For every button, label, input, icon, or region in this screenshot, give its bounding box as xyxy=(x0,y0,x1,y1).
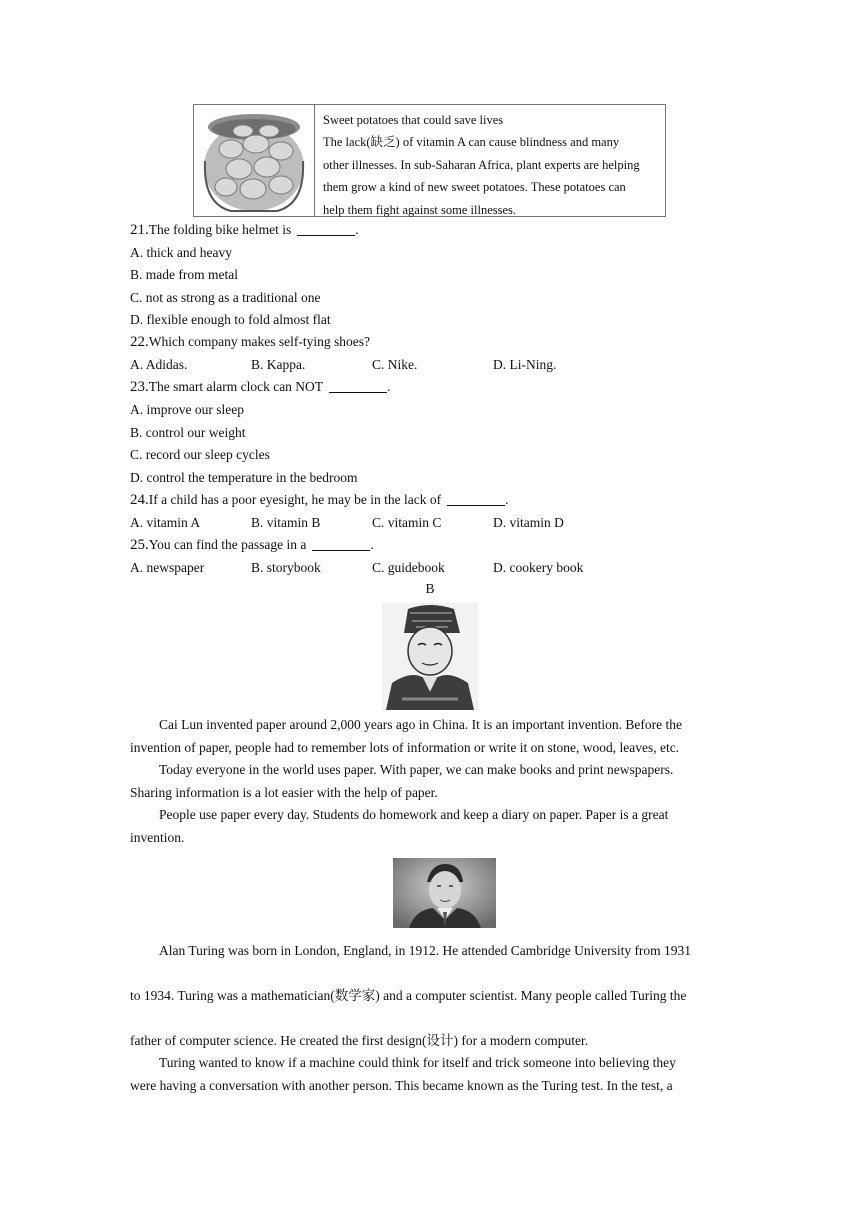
paragraph-line: People use paper every day. Students do homework and keep a diary on paper. Paper is a great xyxy=(159,807,669,822)
sweet-potato-text xyxy=(315,105,665,216)
option-a: A. improve our sleep xyxy=(130,402,244,417)
option-d: D. control the temperature in the bedroom xyxy=(130,470,358,485)
option-d: D. flexible enough to fold almost flat xyxy=(130,312,331,327)
paragraph-line: were having a conversation with another person. This became known as the Turing test. In the test, a xyxy=(130,1077,673,1093)
option-d: D. vitamin D xyxy=(493,515,564,530)
table-line: The lack(缺乏) of vitamin A can cause blindness and many xyxy=(323,135,620,150)
question-number: 22. xyxy=(130,334,149,350)
alan-turing-photo xyxy=(393,858,496,928)
question-text: The folding bike helmet is xyxy=(148,222,292,237)
question-25-options xyxy=(130,559,614,577)
paragraph-line: invention. xyxy=(130,829,185,845)
cai-lun-passage xyxy=(130,714,730,849)
option-b: B. Kappa. xyxy=(251,357,306,372)
turing-passage-2 xyxy=(130,1052,730,1097)
option-a: A. thick and heavy xyxy=(130,245,232,260)
cai-lun-portrait xyxy=(382,603,478,710)
question-22-options xyxy=(130,356,614,374)
question-text: The smart alarm clock can NOT xyxy=(148,379,324,394)
question-21: 21.The folding bike helmet is . xyxy=(130,222,359,238)
question-number: 24. xyxy=(130,492,149,508)
option-b: B. storybook xyxy=(251,560,321,575)
question-text: Which company makes self-tying shoes? xyxy=(148,334,370,349)
question-text: If a child has a poor eyesight, he may be in the lack of xyxy=(148,492,442,507)
option-d: D. Li-Ning. xyxy=(493,357,557,372)
question-number: 25. xyxy=(130,537,149,553)
paragraph-line: Alan Turing was born in London, England, in 1912. He attended Cambridge University from 1931 xyxy=(159,943,692,958)
option-c: C. vitamin C xyxy=(372,515,442,530)
option-c: C. record our sleep cycles xyxy=(130,447,270,462)
table-line: other illnesses. In sub-Saharan Africa, plant experts are helping xyxy=(323,157,640,172)
option-c: C. not as strong as a traditional one xyxy=(130,290,321,305)
sweet-potato-table xyxy=(193,104,666,217)
table-line: help them fight against some illnesses. xyxy=(323,202,517,217)
question-text: You can find the passage in a xyxy=(148,537,307,552)
table-title: Sweet potatoes that could save lives xyxy=(323,113,504,127)
section-label: B xyxy=(425,581,435,596)
question-25: 25.You can find the passage in a . xyxy=(130,537,374,553)
option-b: B. made from metal xyxy=(130,267,238,282)
table-line: them grow a kind of new sweet potatoes. These potatoes can xyxy=(323,180,626,195)
question-24-options xyxy=(130,514,614,532)
question-22 xyxy=(130,333,370,351)
question-23: 23.The smart alarm clock can NOT . xyxy=(130,379,391,395)
option-a: A. newspaper xyxy=(130,560,205,575)
option-b: B. vitamin B xyxy=(251,515,321,530)
paragraph-line: Sharing information is a lot easier with the help of paper. xyxy=(130,784,438,800)
paragraph-line: Turing wanted to know if a machine could think for itself and trick someone into believing they xyxy=(159,1055,676,1070)
question-number: 21. xyxy=(130,222,149,238)
paragraph-line: Cai Lun invented paper around 2,000 years ago in China. It is an important invention. Before the xyxy=(159,717,682,732)
paragraph-line: invention of paper, people had to remember lots of information or write it on stone, wood, leaves, etc. xyxy=(130,739,680,755)
potato-bucket-image xyxy=(194,105,315,216)
paragraph-line: Today everyone in the world uses paper. With paper, we can make books and print newspapers. xyxy=(159,762,674,777)
option-a: A. vitamin A xyxy=(130,515,201,530)
paragraph-line: father of computer science. He created the first design(设计) for a modern computer. xyxy=(130,1033,589,1048)
answer-blank[interactable] xyxy=(312,537,370,551)
option-b: B. control our weight xyxy=(130,425,246,440)
answer-blank[interactable] xyxy=(297,222,355,236)
option-d: D. cookery book xyxy=(493,560,584,575)
answer-blank[interactable] xyxy=(447,492,505,506)
option-a: A. Adidas. xyxy=(130,357,188,372)
answer-blank[interactable] xyxy=(329,379,387,393)
question-number: 23. xyxy=(130,379,149,395)
question-24: 24.If a child has a poor eyesight, he may be in the lack of . xyxy=(130,492,509,508)
option-c: C. Nike. xyxy=(372,357,418,372)
paragraph-line: to 1934. Turing was a mathematician(数学家) and a computer scientist. Many people called Turing the xyxy=(130,988,687,1003)
option-c: C. guidebook xyxy=(372,560,445,575)
